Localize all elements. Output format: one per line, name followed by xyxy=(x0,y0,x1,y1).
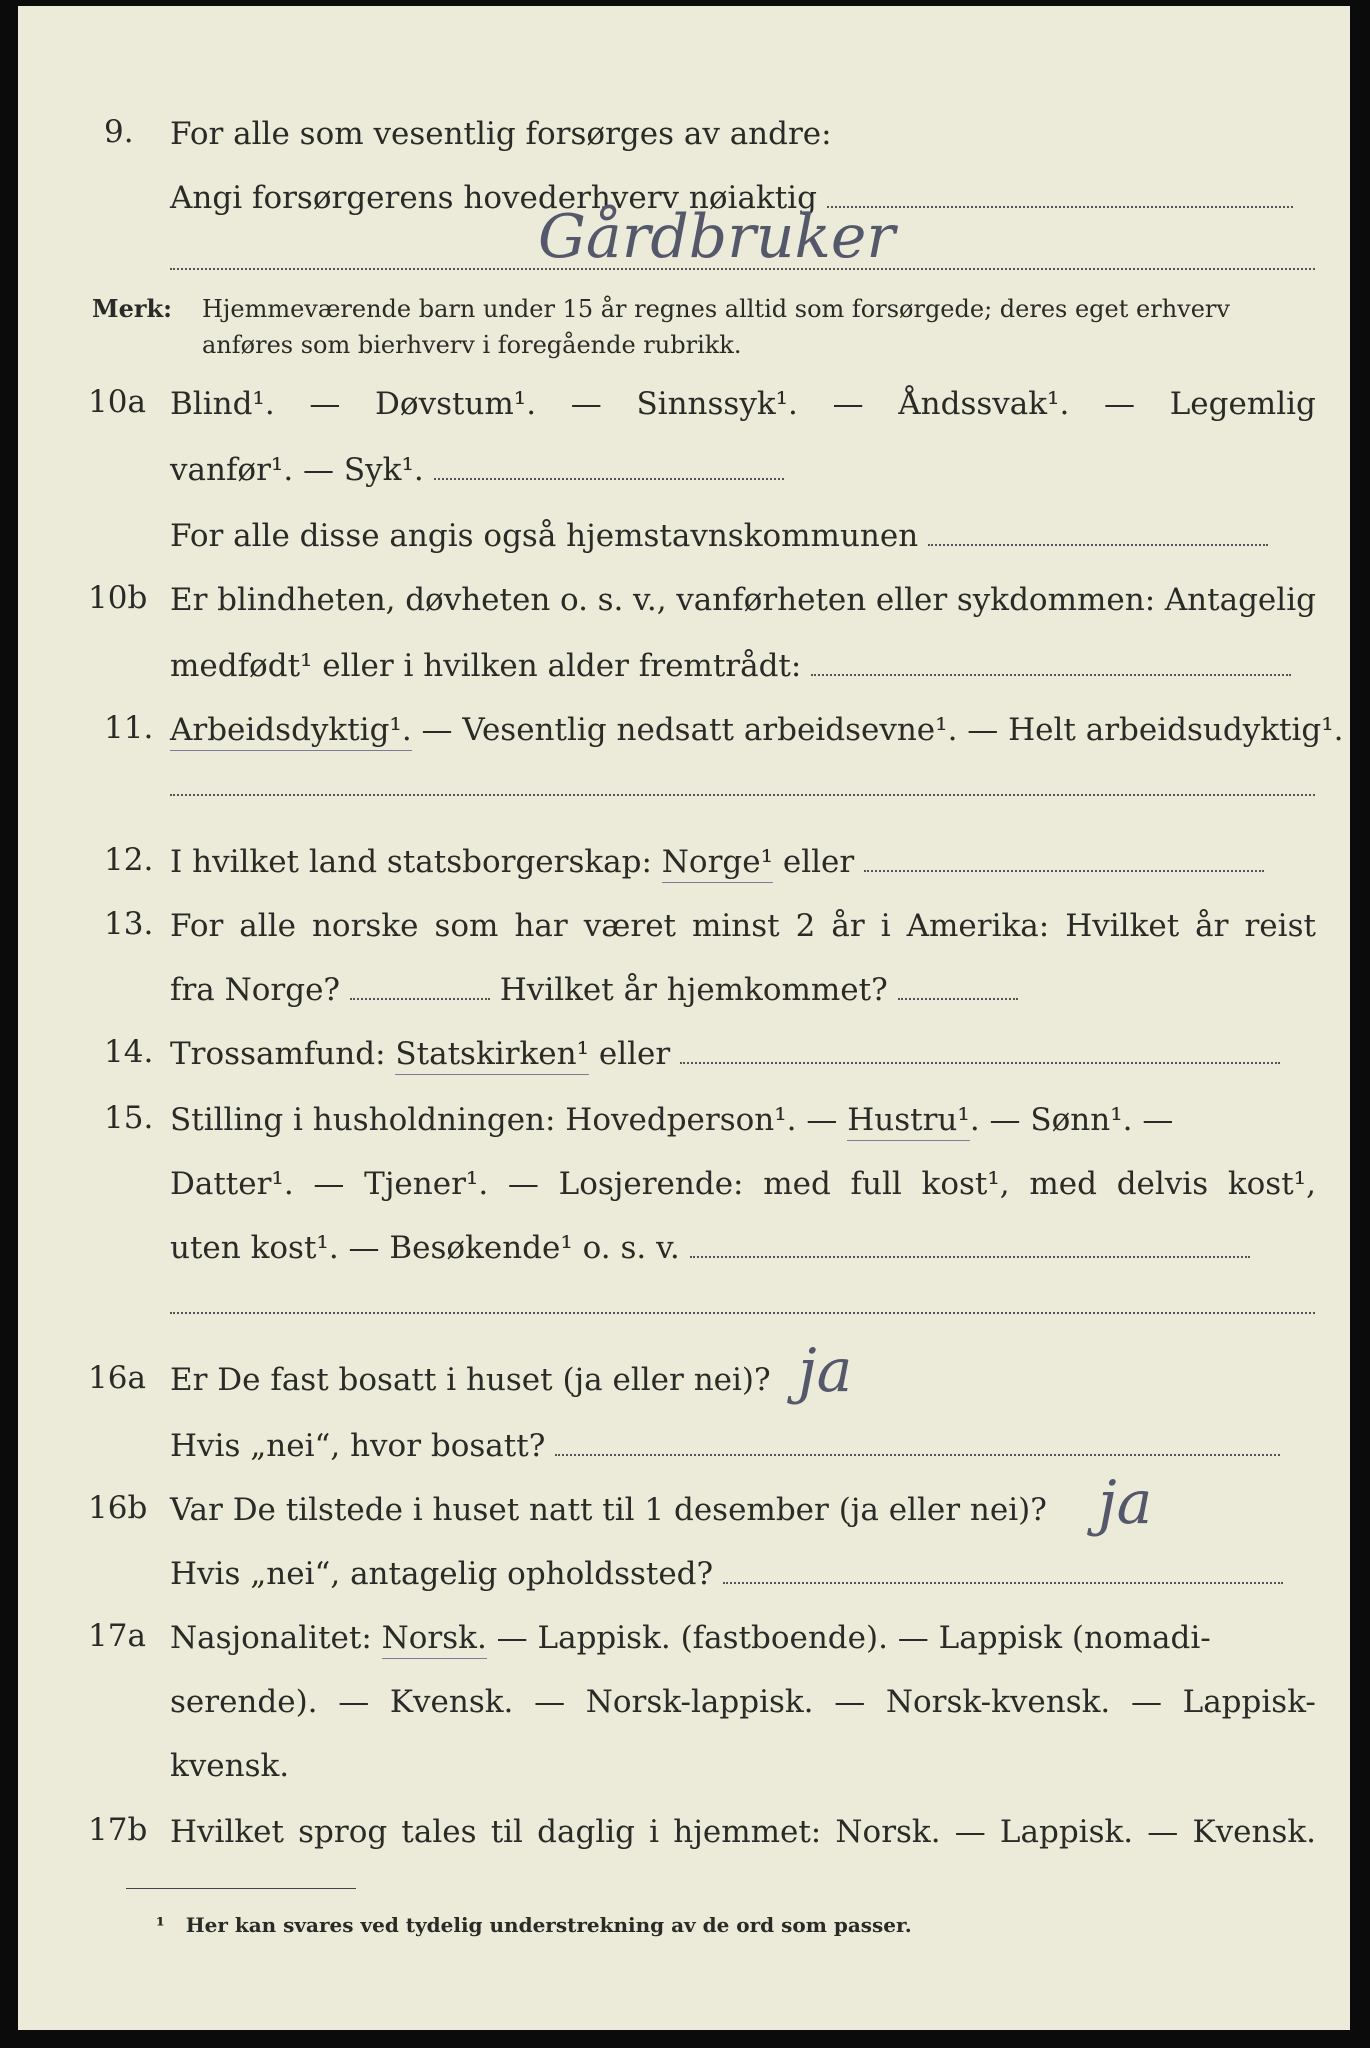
q14-line xyxy=(170,1034,1280,1074)
merk-line2: anføres som bierhverv i foregående rubrikk. xyxy=(202,331,742,359)
q17a-line3: kvensk. xyxy=(170,1748,290,1784)
question-number: 10a xyxy=(88,384,146,420)
q13-line2 xyxy=(170,970,1018,1010)
answer-line xyxy=(690,1256,1250,1258)
answer-line xyxy=(170,794,1315,796)
answer-line xyxy=(350,998,490,1000)
q15-line3-text: uten kost¹. — Besøkende¹ o. s. v. xyxy=(170,1230,680,1266)
answer-line xyxy=(434,478,784,480)
q12-selected-option: Norge¹ xyxy=(662,844,773,883)
q15-line3 xyxy=(170,1228,1250,1268)
answer-line xyxy=(555,1454,1280,1456)
handwritten-answer: ja xyxy=(1098,1468,1153,1538)
footnote xyxy=(156,1912,912,1938)
q17b-line1: Hvilket sprog tales til daglig i hjemmet: Norsk. — Lappisk. — Kvensk. xyxy=(170,1814,1316,1850)
q10a-line2 xyxy=(170,450,784,490)
census-form-page xyxy=(18,6,1350,2030)
answer-line xyxy=(680,1062,1280,1064)
q15-line1a: Stilling i husholdningen: Hovedperson¹. — xyxy=(170,1102,848,1138)
q16a-line1 xyxy=(170,1360,771,1400)
q11-rest: — Vesentlig nedsatt arbeidsevne¹. — Helt arbeidsudyktig¹. xyxy=(411,712,1344,748)
merk-label: Merk: xyxy=(92,294,172,323)
question-number: 13. xyxy=(104,906,154,942)
q12-post: eller xyxy=(773,844,855,880)
q13-line1: For alle norske som har været minst 2 år i Amerika: Hvilket år reist xyxy=(170,908,1316,944)
question-number: 9. xyxy=(104,114,134,150)
question-number: 17a xyxy=(88,1618,146,1654)
q10b-line1: Er blindheten, døvheten o. s. v., vanførheten eller sykdommen: Antagelig xyxy=(170,582,1316,618)
footnote-divider xyxy=(126,1888,356,1889)
answer-line xyxy=(864,870,1264,872)
q15-line2: Datter¹. — Tjener¹. — Losjerende: med full kost¹, med delvis kost¹, xyxy=(170,1166,1316,1202)
question-number: 16a xyxy=(88,1360,146,1396)
question-number: 14. xyxy=(104,1034,154,1070)
q16a-line2 xyxy=(170,1426,1280,1466)
answer-line xyxy=(928,544,1268,546)
q10a-line2-text: vanfør¹. — Syk¹. xyxy=(170,452,424,488)
q13-line2b: Hvilket år hjemkommet? xyxy=(499,972,888,1008)
answer-line xyxy=(827,206,1293,208)
question-number: 15. xyxy=(104,1100,154,1136)
q10b-line2-text: medfødt¹ eller i hvilken alder fremtrådt: xyxy=(170,648,802,684)
q16a-line2-text: Hvis „nei“, hvor bosatt? xyxy=(170,1428,546,1464)
q11-selected-option: Arbeidsdyktig¹. xyxy=(170,712,412,751)
q10a-line3-text: For alle disse angis også hjemstavnskommunen xyxy=(170,518,919,554)
q17a-line1 xyxy=(170,1618,1211,1658)
q17a-pre: Nasjonalitet: xyxy=(170,1620,382,1656)
q16b-line1-text: Var De tilstede i huset natt til 1 desember (ja eller nei)? xyxy=(170,1492,1047,1528)
q14-post: eller xyxy=(589,1036,671,1072)
q14-selected-option: Statskirken¹ xyxy=(395,1036,589,1075)
q12-line xyxy=(170,842,1264,882)
q17a-selected-option: Norsk. xyxy=(382,1620,487,1659)
q10a-line3 xyxy=(170,516,1268,556)
q9-line1: For alle som vesentlig forsørges av andre: xyxy=(170,116,832,152)
q15-selected-option: Hustru¹ xyxy=(847,1102,970,1141)
merk-line1: Hjemmeværende barn under 15 år regnes alltid som forsørgede; deres eget erhverv xyxy=(202,295,1230,323)
handwritten-answer: ja xyxy=(798,1336,853,1406)
q15-line1 xyxy=(170,1100,1173,1140)
q9-line2-text: Angi forsørgerens hovederhverv nøiaktig xyxy=(170,180,817,216)
question-number: 10b xyxy=(88,580,148,616)
question-number: 11. xyxy=(104,710,154,746)
q17a-line1b: — Lappisk. (fastboende). — Lappisk (nomadi- xyxy=(486,1620,1211,1656)
q13-line2a: fra Norge? xyxy=(170,972,341,1008)
question-number: 12. xyxy=(104,842,154,878)
answer-line xyxy=(170,268,1315,270)
q16b-line2-text: Hvis „nei“, antagelig opholdssted? xyxy=(170,1556,714,1592)
answer-line xyxy=(898,998,1018,1000)
answer-line xyxy=(170,1312,1315,1314)
footnote-text: Her kan svares ved tydelig understrekning av de ord som passer. xyxy=(185,1913,912,1937)
question-number: 17b xyxy=(88,1812,148,1848)
q12-pre: I hvilket land statsborgerskap: xyxy=(170,844,662,880)
q17a-line2: serende). — Kvensk. — Norsk-lappisk. — Norsk-kvensk. — Lappisk- xyxy=(170,1684,1316,1720)
footnote-mark: ¹ xyxy=(156,1913,165,1937)
q11-line xyxy=(170,710,1344,750)
q15-line1b: . — Sønn¹. — xyxy=(969,1102,1174,1138)
question-number: 16b xyxy=(88,1490,148,1526)
q10a-line1: Blind¹. — Døvstum¹. — Sinnssyk¹. — Åndssvak¹. — Legemlig xyxy=(170,386,1316,422)
handwritten-answer: Gårdbruker xyxy=(538,202,896,272)
answer-line xyxy=(811,674,1291,676)
q14-pre: Trossamfund: xyxy=(170,1036,396,1072)
q16b-line2 xyxy=(170,1554,1283,1594)
q16b-line1 xyxy=(170,1490,1047,1530)
q16a-line1-text: Er De fast bosatt i huset (ja eller nei)? xyxy=(170,1362,771,1398)
answer-line xyxy=(723,1582,1283,1584)
q10b-line2 xyxy=(170,646,1291,686)
